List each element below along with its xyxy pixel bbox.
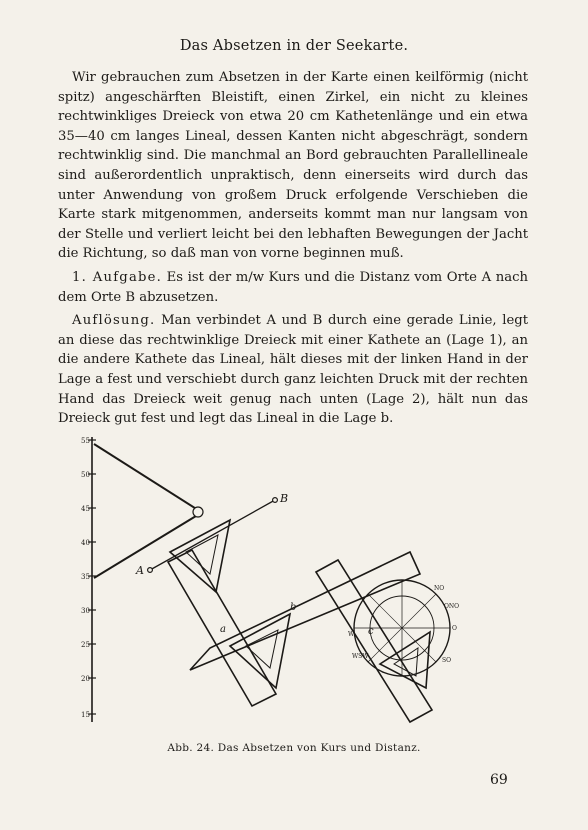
point-a-marker bbox=[148, 568, 153, 573]
figure-plotting-diagram bbox=[80, 432, 480, 732]
scale-label: 45 bbox=[81, 505, 90, 513]
scale-label: 40 bbox=[81, 539, 90, 547]
scale-label: 30 bbox=[81, 607, 90, 615]
scale-label: 20 bbox=[81, 675, 90, 683]
figure-caption: Abb. 24. Das Absetzen von Kurs und Distanz. bbox=[167, 742, 421, 754]
section-heading: Das Absetzen in der Seekarte. bbox=[179, 38, 409, 54]
compass-label: W bbox=[348, 631, 355, 638]
compass-label: ONO bbox=[444, 603, 460, 610]
scale-label: 35 bbox=[81, 573, 90, 581]
ruler-b-label: b bbox=[290, 602, 297, 613]
scale-label: 25 bbox=[81, 641, 90, 649]
point-b-marker bbox=[273, 498, 278, 503]
ruler-b bbox=[190, 552, 420, 670]
point-a-label: A bbox=[136, 564, 144, 577]
scale-label: 50 bbox=[81, 471, 90, 479]
body-text bbox=[58, 68, 528, 429]
compass-label: SO bbox=[442, 657, 452, 664]
compass-label: NO bbox=[434, 585, 445, 592]
paragraph-intro: Wir gebrauchen zum Absetzen in der Karte einen keilförmig (nicht spitz) angeschärften Bleistift, einen Zirkel, ein nicht zu kleines rechtwinkliges Dreieck von etwa 20 cm Kathetenlänge und ein etwa 35—40 cm langes Lineal, dessen Kanten nicht abgeschrägt, sondern rechtwinklig sind. Die manchmal an Bord gebrauchten Parallellineale sind außerordentlich unpraktisch, denn einerseits wird durch das unter Anwendung von großem Druck erfolgende Verschieben die Karte stark mitgenommen, anderseits kommt man nur langsam von der Stelle und verliert leicht bei den lebhaften Bewegungen der Jacht die Richtung, so daß man von vorne beginnen muß. bbox=[58, 70, 528, 262]
task-label: 1. Aufgabe. bbox=[72, 269, 163, 285]
paragraph-solution bbox=[58, 311, 528, 429]
ruler-a-label: a bbox=[220, 624, 226, 635]
scale-label: 55 bbox=[81, 437, 90, 445]
solution-label: Auflösung. bbox=[72, 313, 156, 329]
scale-label: 15 bbox=[81, 711, 90, 719]
task-text: Es ist der m/w Kurs und die Distanz vom Orte A nach dem Orte B abzusetzen. bbox=[58, 269, 528, 305]
dividers bbox=[94, 444, 203, 578]
page-number: 69 bbox=[490, 772, 508, 788]
compass-label: WSW bbox=[352, 653, 369, 660]
paragraph-task bbox=[58, 268, 528, 307]
triangle-position-2 bbox=[230, 614, 290, 688]
solution-text: Man verbindet A und B durch eine gerade Linie, legt an diese das rechtwinklige Dreieck mit einer Kathete an (Lage 1), an die andere Kathete das Lineal, hält dieses mit der linken Hand in der Lage a fest und verschiebt durch ganz leichten Druck mit der rechten Hand das Dreieck weit genug nach unten (Lage 2), hält nun das Dreieck gut fest und legt das Lineal in die Lage b. bbox=[58, 313, 528, 427]
compass-label: O bbox=[452, 625, 457, 632]
ruler-c-label: c bbox=[368, 626, 374, 637]
point-b-label: B bbox=[280, 492, 289, 505]
